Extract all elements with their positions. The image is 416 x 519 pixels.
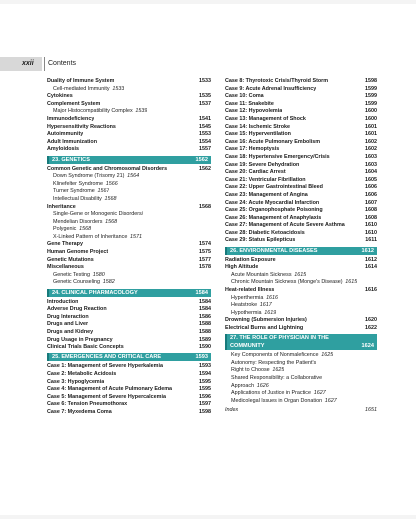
entry-page: 1574 [199,241,211,248]
subentry-title: Key Components of Nonmaleficence [231,352,319,359]
subentry-page: 1566 [105,180,118,187]
toc-subentry[interactable] [47,272,211,280]
entry-title: Common Genetic and Chromosomal Disorders [47,165,168,172]
subentry-title: Genetic Testing [53,271,91,278]
subentry-title: Chronic Mountain Sickness (Monge's Disease) [231,279,343,286]
entry-title: High Altitude [225,264,259,271]
entry-page: 1545 [199,123,211,130]
entry-title: Adult Immunization [47,138,98,145]
entry-page: 1599 [365,93,377,100]
entry-page: 1610 [365,229,377,236]
toc-subentry[interactable] [47,279,211,287]
chapter-page: 1593 [195,354,208,361]
subentry-title: Hyperthermia [231,294,264,301]
subentry-page: 1619 [264,309,277,316]
toc-entry[interactable] [225,177,377,185]
toc-entry[interactable] [47,101,211,109]
entry-title: Case 24: Acute Myocardial Infarction [225,199,320,206]
entry-page: 1586 [199,313,211,320]
entry-page: 1602 [365,146,377,153]
entry-page: 1578 [199,264,211,271]
subentry-line [47,279,115,287]
entry-page: 1535 [199,93,211,100]
entry-page: 1590 [199,344,211,351]
entry-title: Case 13: Management of Shock [225,115,306,122]
subentry-line [225,279,357,287]
subentry-title: Medicolegal Issues in Organ Donation [231,397,323,404]
subentry-title: Polygenic [53,226,77,233]
page-number: xxii [0,57,42,71]
toc-subentry-line[interactable] [225,375,377,383]
entry-page: 1598 [199,408,211,415]
toc-entry[interactable] [225,146,377,154]
entry-title: Drugs and Kidney [47,329,94,335]
toc-entry[interactable] [47,401,211,409]
chapter-title-continued: COMMUNITY [230,343,265,350]
entry-page: 1603 [365,161,377,168]
entry-title: Case 12: Hypovolemia [225,108,283,115]
entry-page: 1537 [199,100,211,107]
toc-subentry[interactable] [47,196,211,204]
entry-page: 1616 [365,287,377,294]
toc-entry[interactable] [47,344,211,352]
subentry-line [225,383,269,391]
toc-entry[interactable] [225,116,377,124]
subentry-title: X-Linked Pattern of Inheritance [53,233,128,240]
entry-title: Case 6: Tension Pneumothorax [47,401,128,408]
toc-entry[interactable] [225,207,377,215]
entry-title: Case 9: Acute Adrenal Insufficiency [225,85,317,92]
toc-entry[interactable] [47,337,211,345]
toc-entry[interactable] [225,78,377,86]
toc-entry[interactable] [225,154,377,162]
subentry-page: 1627 [324,397,337,404]
subentry-title: Heatstroke [231,302,258,309]
entry-page: 1577 [199,256,211,263]
subentry-title: Down Syndrome (Trisomy 21) [53,173,125,180]
entry-page: 1605 [365,176,377,183]
entry-title: Case 20: Cardiac Arrest [225,169,286,176]
toc-entry[interactable] [225,237,377,245]
entry-title: Amyloidosis [47,146,80,153]
entry-page: 1610 [365,222,377,229]
subentry-page: 1615 [345,279,358,286]
toc-entry[interactable] [225,192,377,200]
entry-title: Case 28: Diabetic Ketoacidosis [225,229,305,236]
entry-page: 1601 [365,123,377,130]
entry-page: 1599 [365,100,377,107]
toc-entry[interactable] [47,394,211,402]
subentry-line [47,272,105,280]
entry-page: 1594 [199,370,211,377]
toc-subentry[interactable] [47,226,211,234]
subentry-page: 1568 [105,218,118,225]
subentry-page: 1616 [266,294,279,301]
toc-subentry[interactable] [225,272,377,280]
toc-entry[interactable] [47,314,211,322]
entry-page: 1600 [365,115,377,122]
entry-title: Gene Therapy [47,241,83,248]
toc-entry[interactable] [225,139,377,147]
chapter-heading[interactable] [47,289,211,297]
entry-title: Duality of Immune System [47,78,115,84]
toc-entry[interactable] [225,317,377,325]
subentry-line [47,188,109,196]
entry-title: Case 26: Management of Anaphylaxis [225,214,322,221]
toc-entry[interactable] [47,363,211,371]
toc-entry[interactable] [47,299,211,307]
toc-entry[interactable] [225,325,377,333]
subentry-page: 1625 [321,352,334,359]
entry-title: Heat-related Illness [225,287,275,294]
entry-page: 1593 [199,363,211,370]
toc-entry[interactable] [225,222,377,230]
entry-title: Hypersensitivity Reactions [47,123,116,130]
toc-entry[interactable] [47,124,211,132]
entry-title: Case 4: Management of Acute Pulmonary Edema [47,386,173,393]
page-bottom-edge [0,515,416,519]
entry-title: Case 17: Hemoptysis [225,146,280,153]
entry-title: Case 11: Snakebite [225,100,274,107]
page-top-edge [0,0,416,4]
toc-subentry[interactable] [225,390,377,398]
subentry-line [47,173,139,181]
entry-title: Drug Usage in Pregnancy [47,336,113,343]
subentry-page: 1567 [97,188,110,195]
toc-entry[interactable] [47,306,211,314]
subentry-page: 1564 [127,173,140,180]
toc-entry[interactable] [225,230,377,238]
toc-subentry[interactable] [225,302,377,310]
entry-title: Case 3: Hypoglycemia [47,378,105,385]
toc-entry[interactable] [225,86,377,94]
entry-title: Case 16: Acute Pulmonary Embolism [225,138,321,145]
entry-page: 1612 [365,256,377,263]
entry-page: 1557 [199,146,211,153]
subentry-line [225,390,326,398]
subentry-line [225,352,333,360]
entry-page: 1554 [199,138,211,145]
entry-page: 1602 [365,138,377,145]
chapter-title: 26. ENVIRONMENTAL DISEASES [230,247,318,254]
subentry-page: 1582 [102,279,115,286]
entry-title: Case 1: Management of Severe Hyperkalemia [47,363,163,370]
entry-title: Drug Interaction [47,313,89,320]
subentry-page: 1627 [313,390,326,397]
running-title: Contents [48,60,77,67]
entry-page: 1584 [199,298,211,305]
subentry-page: 1568 [79,226,92,233]
toc-entry[interactable] [47,204,211,212]
toc-entry[interactable] [47,386,211,394]
entry-title: Case 7: Myxedema Coma [47,408,112,415]
toc-subentry[interactable] [47,86,211,94]
toc-subentry[interactable] [225,310,377,318]
entry-title: Electrical Burns and Lightning [225,325,304,331]
chapter-title: 24. CLINICAL PHARMACOLOGY [52,289,138,296]
toc-subentry-line[interactable] [47,211,211,219]
subentry-page: 1568 [104,195,117,202]
entry-title: Case 2: Metabolic Acidosis [47,370,117,377]
toc-right-column [225,78,377,415]
subentry-title: Applications of Justice in Practice [231,390,311,397]
subentry-title: Genetic Counseling [53,279,101,286]
subentry-line [225,295,278,303]
subentry-line [47,219,117,227]
entry-page: 1596 [199,393,211,400]
toc-subentry-line[interactable] [225,360,377,368]
entry-page: 1589 [199,336,211,343]
entry-title: Radiation Exposure [225,256,276,263]
entry-page: 1588 [199,321,211,328]
chapter-heading[interactable] [47,353,211,361]
entry-title: Clinical Trials Basic Concepts [47,344,124,351]
index-page: 1651 [365,407,377,414]
toc-entry[interactable] [225,124,377,132]
toc-entry[interactable] [225,101,377,109]
entry-title: Drowning (Submersion Injuries) [225,317,307,324]
entry-page: 1533 [199,78,211,84]
entry-title: Human Genome Project [47,249,109,256]
toc-subentry[interactable] [225,383,377,391]
subentry-page: 1571 [130,233,143,240]
entry-page: 1601 [365,131,377,138]
subentry-page: 1615 [294,271,307,278]
chapter-heading[interactable] [225,334,377,350]
subentry-line [47,196,117,204]
subentry-line [47,234,142,242]
toc-subentry[interactable] [225,398,377,406]
entry-page: 1604 [365,169,377,176]
toc-entry[interactable] [47,131,211,139]
toc-entry[interactable] [225,93,377,101]
entry-title: Introduction [47,298,79,305]
toc-entry[interactable] [225,131,377,139]
subentry-title: Intellectual Disability [53,195,102,202]
entry-title: Genetic Mutations [47,256,94,263]
toc-entry[interactable] [225,169,377,177]
chapter-page: 1624 [361,343,374,350]
toc-entry[interactable] [225,264,377,272]
entry-title: Adverse Drug Reaction [47,306,107,313]
toc-subentry[interactable] [47,188,211,196]
subentry-line [47,226,91,234]
subentry-title: Right to Choose [231,367,270,374]
entry-page: 1595 [199,386,211,393]
toc-entry[interactable] [225,162,377,170]
chapter-page: 1584 [195,289,208,296]
entry-title: Case 5: Management of Severe Hypercalcemia [47,393,166,400]
toc-subentry[interactable] [47,108,211,116]
entry-page: 1597 [199,401,211,408]
entry-page: 1541 [199,115,211,122]
chapter-page: 1562 [195,156,208,163]
entry-page: 1568 [199,203,211,210]
subentry-title: Hypothermia [231,309,262,316]
entry-title: Case 25: Organophosphate Poisoning [225,207,323,214]
entry-title: Case 18: Hypertensive Emergency/Crisis [225,153,330,160]
toc-subentry[interactable] [47,234,211,242]
chapter-page: 1612 [361,247,374,254]
entry-page: 1575 [199,249,211,256]
entry-title: Case 8: Thyrotoxic Crisis/Thyroid Storm [225,78,329,84]
toc-entry[interactable] [47,409,211,417]
subentry-title: Shared Responsibility: a Collaborative [231,374,323,381]
entry-title: Case 29: Status Epilepticus [225,237,296,244]
toc-entry[interactable] [47,241,211,249]
chapter-title: 25. EMERGENCIES AND CRITICAL CARE [52,354,162,361]
toc-entry[interactable] [225,215,377,223]
subentry-line [225,398,337,406]
entry-page: 1562 [199,165,211,172]
entry-page: 1611 [365,237,377,244]
entry-page: 1606 [365,184,377,191]
entry-page: 1614 [365,264,377,271]
chapter-title: 23. GENETICS [52,156,90,163]
entry-title: Miscellaneous [47,264,84,271]
subentry-title: Cell-mediated Immunity [53,85,110,92]
entry-page: 1600 [365,108,377,115]
entry-title: Drugs and Liver [47,321,89,328]
entry-page: 1606 [365,191,377,198]
subentry-line [225,310,276,318]
subentry-line [225,272,306,280]
toc-entry[interactable] [47,78,211,86]
subentry-title: Major Histocompatibility Complex [53,108,133,115]
entry-title: Case 23: Management of Angina [225,191,308,198]
toc-entry[interactable] [47,257,211,265]
entry-title: Case 22: Upper Gastrointestinal Bleed [225,184,323,191]
entry-title: Autoimmunity [47,131,84,138]
entry-page: 1603 [365,153,377,160]
subentry-page: 1625 [272,367,285,374]
subentry-title: Mendelian Disorders [53,218,103,225]
chapter-title: 27. THE ROLE OF PHYSICIAN IN THE [230,335,329,342]
toc-entry[interactable] [225,184,377,192]
subentry-page: 1626 [256,382,269,389]
entry-title: Case 14: Ischemic Stroke [225,123,291,130]
toc-subentry[interactable] [225,279,377,287]
entry-page: 1595 [199,378,211,385]
entry-page: 1599 [365,85,377,92]
toc-entry[interactable] [225,200,377,208]
subentry-page: 1533 [112,85,125,92]
toc-entry[interactable] [225,257,377,265]
toc-entry[interactable] [47,93,211,101]
toc-entry[interactable] [47,329,211,337]
entry-page: 1608 [365,214,377,221]
toc-entry[interactable] [47,249,211,257]
entry-title: Inheritance [47,203,76,210]
entry-page: 1622 [365,325,377,331]
toc-entry[interactable] [47,379,211,387]
subentry-title: Klinefelter Syndrome [53,180,104,187]
subentry-line [47,181,118,189]
entry-page: 1608 [365,207,377,214]
toc-left-column [47,78,211,417]
header-divider [44,57,45,71]
toc-subentry[interactable] [47,173,211,181]
entry-title: Case 15: Hyperventilation [225,131,291,138]
subentry-line [47,86,124,94]
subentry-title: Turner Syndrome [53,188,95,195]
toc-entry[interactable] [47,139,211,147]
entry-page: 1584 [199,306,211,313]
toc-entry[interactable] [47,166,211,174]
subentry-page: 1580 [92,271,105,278]
entry-title: Case 21: Ventricular Fibrillation [225,176,306,183]
entry-title: Case 19: Severe Dehydration [225,161,300,168]
toc-entry[interactable] [47,146,211,154]
toc-subentry[interactable] [225,352,377,360]
subentry-line [225,367,284,375]
toc-entry[interactable] [47,371,211,379]
entry-title: Case 27: Management of Acute Severe Asthma [225,222,345,229]
entry-page: 1607 [365,199,377,206]
index-title: Index [225,407,239,414]
toc-entry[interactable] [47,116,211,124]
subentry-line [225,302,272,310]
running-header [0,57,416,71]
toc-subentry[interactable] [225,367,377,375]
entry-title: Cytokines [47,93,73,100]
subentry-title: Approach [231,382,255,389]
entry-title: Case 10: Coma [225,93,264,100]
subentry-title: Autonomy: Respecting the Patient's [231,359,317,366]
subentry-title: Acute Mountain Sickness [231,271,292,278]
toc-subentry[interactable] [47,181,211,189]
entry-title: Complement System [47,100,101,107]
toc-subentry[interactable] [47,219,211,227]
entry-page: 1598 [365,78,377,84]
entry-page: 1620 [365,317,377,324]
toc-entry[interactable] [225,287,377,295]
subentry-line [47,108,147,116]
chapter-heading[interactable] [225,247,377,255]
index-entry[interactable] [225,407,377,415]
toc-subentry[interactable] [225,295,377,303]
entry-page: 1588 [199,329,211,335]
toc-entry[interactable] [225,108,377,116]
subentry-title: Single-Gene or Monogenic Disorders/ [53,211,144,218]
chapter-heading[interactable] [47,156,211,164]
toc-entry[interactable] [47,321,211,329]
entry-page: 1553 [199,131,211,138]
subentry-page: 1539 [135,108,148,115]
toc-entry[interactable] [47,264,211,272]
entry-title: Immunodeficiency [47,115,95,122]
subentry-page: 1617 [259,302,272,309]
